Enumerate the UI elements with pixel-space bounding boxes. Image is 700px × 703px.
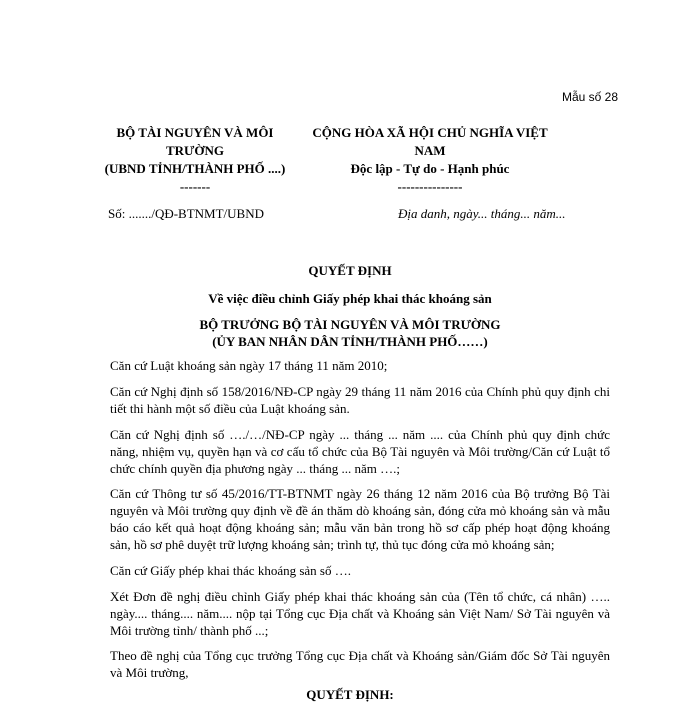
decision-heading: QUYẾT ĐỊNH: xyxy=(306,687,394,702)
authority-line1: BỘ TRƯỞNG BỘ TÀI NGUYÊN VÀ MÔI TRƯỜNG xyxy=(199,317,501,332)
form-number: Mẫu số 28 xyxy=(561,90,618,104)
authority-heading xyxy=(0,316,700,350)
issuing-authority-block xyxy=(80,124,310,196)
issuing-authority-line3: (UBND TỈNH/THÀNH PHỐ ....) xyxy=(104,161,286,176)
place-date: Địa danh, ngày... tháng... năm... xyxy=(398,206,566,221)
country-name-line2: NAM xyxy=(414,143,446,158)
document-subtitle: Về việc điều chỉnh Giấy phép khai thác khoáng sản xyxy=(208,291,492,306)
legal-basis-paragraph: Căn cứ Nghị định số …./…/NĐ-CP ngày ... tháng ... năm .... của Chính phủ quy định chức năng, nhiệm vụ, quyền hạn và cơ cấu tổ chức của Bộ Tài nguyên và Môi trường/Căn cứ Luật tổ chức chính quyền địa phương ngày ... tháng ... năm ….; xyxy=(110,427,610,476)
country-name-line1: CỘNG HÒA XÃ HỘI CHỦ NGHĨA VIỆT xyxy=(312,125,548,140)
document-number: Số: ......./QĐ-BTNMT/UBND xyxy=(108,206,265,221)
legal-basis-paragraph: Theo đề nghị của Tổng cục trưởng Tổng cục Địa chất và Khoáng sản/Giám đốc Sở Tài nguyên và Môi trường, xyxy=(110,648,610,680)
legal-basis-paragraph: Căn cứ Thông tư số 45/2016/TT-BTNMT ngày 26 tháng 12 năm 2016 của Bộ trưởng Bộ Tài nguyên và Môi trường quy định về đề án thăm dò khoáng sản, đóng cửa mỏ khoáng sản và mẫu báo cáo kết quả hoạt động khoáng sản; mẫu văn bản trong hồ sơ cấp phép hoạt động khoáng sản, hồ sơ phê duyệt trữ lượng khoáng sản; trình tự, thủ tục đóng cửa mỏ khoáng sản; xyxy=(110,486,610,552)
national-header-block xyxy=(300,124,560,196)
authority-line2: (ỦY BAN NHÂN DÂN TỈNH/THÀNH PHỐ……) xyxy=(212,334,488,349)
issuing-authority-line1: BỘ TÀI NGUYÊN VÀ MÔI xyxy=(116,125,274,140)
document-title: QUYẾT ĐỊNH xyxy=(308,263,392,278)
legal-basis-paragraph: Căn cứ Luật khoáng sản ngày 17 tháng 11 năm 2010; xyxy=(110,358,388,373)
legal-basis-paragraph: Căn cứ Nghị định số 158/2016/NĐ-CP ngày 29 tháng 11 năm 2016 của Chính phủ quy định chi tiết thi hành một số điều của Luật khoáng sản. xyxy=(110,384,610,416)
issuing-authority-line2: TRƯỜNG xyxy=(165,143,225,158)
legal-basis-paragraph: Căn cứ Giấy phép khai thác khoáng sản số …. xyxy=(110,563,351,578)
issuing-authority-underline: ------- xyxy=(179,179,211,194)
national-motto-underline: --------------- xyxy=(397,179,463,194)
legal-basis-paragraph: Xét Đơn đề nghị điều chỉnh Giấy phép khai thác khoáng sản của (Tên tổ chức, cá nhân) ….. ngày.... tháng.... năm.... nộp tại Tổng cục Địa chất và Khoáng sản Việt Nam/ Sở Tài nguyên và Môi trường tỉnh/ thành phố ...; xyxy=(110,589,610,638)
national-motto: Độc lập - Tự do - Hạnh phúc xyxy=(350,161,510,176)
